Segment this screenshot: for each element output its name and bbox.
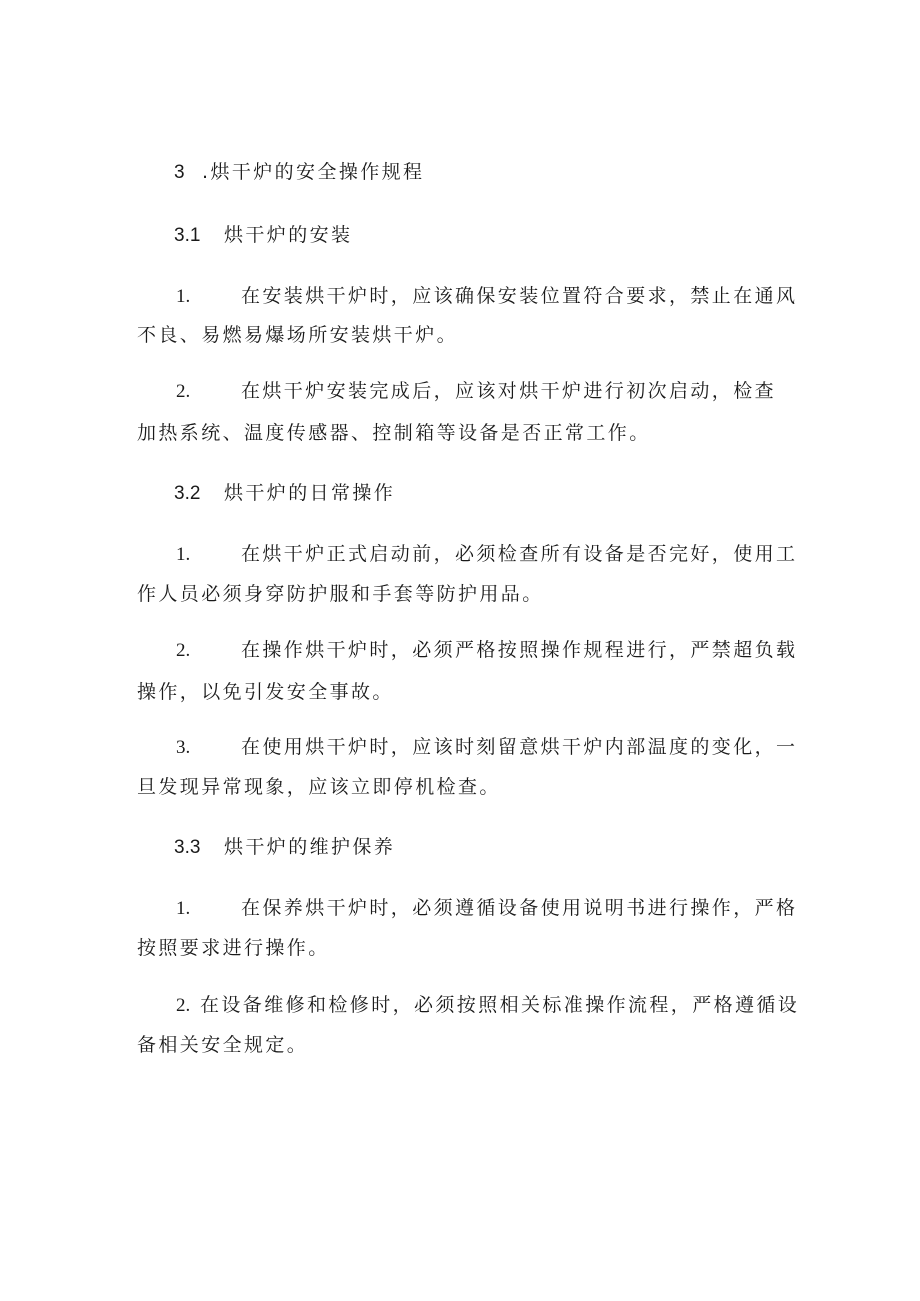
list-item-line [176, 641, 797, 660]
list-item-continuation: 操作，以免引发安全事故。 [137, 681, 394, 703]
section-number: 3.2 [174, 483, 201, 504]
item-number: 1. [176, 898, 191, 919]
list-item-continuation: 按照要求进行操作。 [137, 937, 330, 959]
item-number: 3. [176, 737, 191, 758]
section-heading [174, 226, 352, 245]
section-title: 烘干炉的安装 [224, 224, 353, 246]
section-title: 烘干炉的日常操作 [224, 482, 396, 504]
list-item-line [176, 738, 797, 757]
item-text: 在使用烘干炉时，应该时刻留意烘干炉内部温度的变化，一 [241, 736, 798, 758]
section-heading [174, 484, 395, 503]
list-item-continuation: 作人员必须身穿防护服和手套等防护用品。 [137, 583, 544, 605]
list-item-continuation: 加热系统、温度传感器、控制箱等设备是否正常工作。 [137, 422, 651, 444]
item-text: 在保养烘干炉时，必须遵循设备使用说明书进行操作，严格 [241, 897, 798, 919]
title-number: 3 [174, 162, 185, 183]
list-item-line [176, 382, 776, 401]
title-text: .烘干炉的安全操作规程 [202, 161, 425, 183]
list-item-continuation: 旦发现异常现象，应该立即停机检查。 [137, 776, 501, 798]
item-text: 在安装烘干炉时，应该确保安装位置符合要求，禁止在通风 [241, 285, 798, 307]
item-text: 在设备维修和检修时，必须按照相关标准操作流程，严格遵循设 [200, 994, 800, 1016]
document-title [174, 163, 424, 182]
item-number: 2. [176, 381, 191, 402]
item-number: 2. [176, 995, 191, 1016]
section-heading [174, 838, 395, 857]
section-title: 烘干炉的维护保养 [224, 836, 396, 858]
item-text: 在操作烘干炉时，必须严格按照操作规程进行，严禁超负载 [241, 639, 798, 661]
list-item-continuation: 备相关安全规定。 [137, 1034, 309, 1056]
list-item-continuation: 不良、易燃易爆场所安装烘干炉。 [137, 324, 459, 346]
item-number: 1. [176, 286, 191, 307]
item-number: 1. [176, 544, 191, 565]
item-number: 2. [176, 640, 191, 661]
list-item-line [176, 899, 797, 918]
section-number: 3.3 [174, 837, 201, 858]
item-text: 在烘干炉正式启动前，必须检查所有设备是否完好，使用工 [241, 543, 798, 565]
list-item-line [176, 545, 797, 564]
list-item-line [176, 996, 799, 1015]
item-text: 在烘干炉安装完成后，应该对烘干炉进行初次启动，检查 [241, 380, 777, 402]
list-item-line [176, 287, 797, 306]
section-number: 3.1 [174, 225, 201, 246]
